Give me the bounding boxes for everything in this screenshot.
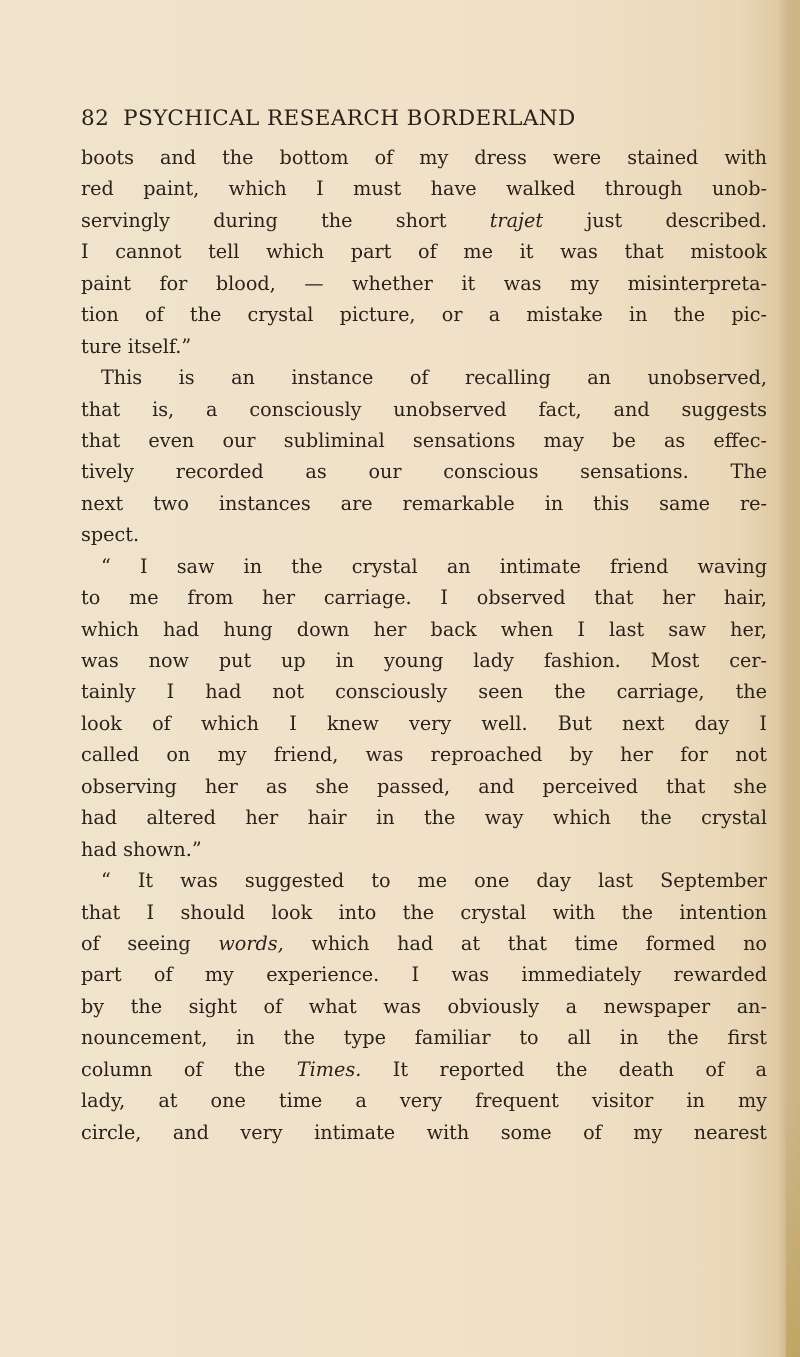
- text-line: had shown.”: [81, 837, 202, 861]
- text-line: [81, 205, 767, 236]
- running-head: PSYCHICAL RESEARCH BORDERLAND: [123, 105, 576, 131]
- text-line: to me from her carriage. I observed that her hair,: [81, 586, 767, 610]
- text-span: column of the: [81, 1057, 297, 1081]
- text-line: “ It was suggested to me one day last September: [101, 869, 767, 893]
- text-line: boots and the bottom of my dress were stained with: [81, 146, 767, 169]
- text-span: just described.: [543, 208, 767, 232]
- text-line: that I should look into the crystal with the intention: [81, 900, 767, 924]
- italic-word: trajet: [489, 208, 544, 232]
- text-line: lady, at one time a very frequent visitor in my: [81, 1089, 767, 1113]
- text-line: tion of the crystal picture, or a mistake in the pic-: [81, 303, 767, 327]
- italic-word: words,: [218, 931, 284, 955]
- text-line: spect.: [81, 523, 140, 547]
- text-line: that even our subliminal sensations may be as effec-: [81, 428, 767, 452]
- text-line: tively recorded as our conscious sensations. The: [81, 460, 767, 484]
- text-line: which had hung down her back when I last saw her,: [81, 617, 767, 641]
- text-span: It reported the death of a: [361, 1057, 767, 1081]
- text-line: called on my friend, was reproached by her for not: [81, 743, 767, 767]
- text-line: nouncement, in the type familiar to all in the first: [81, 1026, 767, 1050]
- text-line: I cannot tell which part of me it was that mistook: [81, 240, 767, 264]
- text-line: part of my experience. I was immediately rewarded: [81, 963, 767, 987]
- text-line: tainly I had not consciously seen the carriage, the: [81, 680, 767, 704]
- text-line: ture itself.”: [81, 334, 192, 358]
- page-number: 82: [81, 105, 110, 131]
- text-span: servingly during the short: [81, 208, 490, 232]
- text-line: “ I saw in the crystal an intimate friend waving: [101, 554, 767, 578]
- text-line: was now put up in young lady fashion. Most cer-: [81, 649, 767, 672]
- text-line: circle, and very intimate with some of my nearest: [81, 1120, 767, 1144]
- body-text: [81, 142, 767, 1148]
- text-line: by the sight of what was obviously a newspaper an-: [81, 994, 767, 1018]
- text-line: look of which I knew very well. But next day I: [81, 711, 767, 735]
- page-edge-stain: [786, 1097, 800, 1357]
- text-line: observing her as she passed, and perceived that she: [81, 774, 767, 798]
- text-line: red paint, which I must have walked through unob-: [81, 177, 767, 201]
- text-line: [81, 1054, 767, 1085]
- text-span: which had at that time formed no: [283, 931, 767, 955]
- text-line: paint for blood, — whether it was my misinterpreta-: [81, 271, 767, 295]
- text-line: next two instances are remarkable in this same re-: [81, 491, 767, 515]
- text-line: had altered her hair in the way which the crystal: [81, 806, 767, 830]
- italic-word: Times.: [296, 1057, 362, 1081]
- text-line: that is, a consciously unobserved fact, and suggests: [81, 397, 767, 421]
- text-span: of seeing: [81, 931, 219, 955]
- text-line: [81, 928, 767, 959]
- page-header: [81, 98, 761, 138]
- text-line: This is an instance of recalling an unobserved,: [101, 366, 767, 390]
